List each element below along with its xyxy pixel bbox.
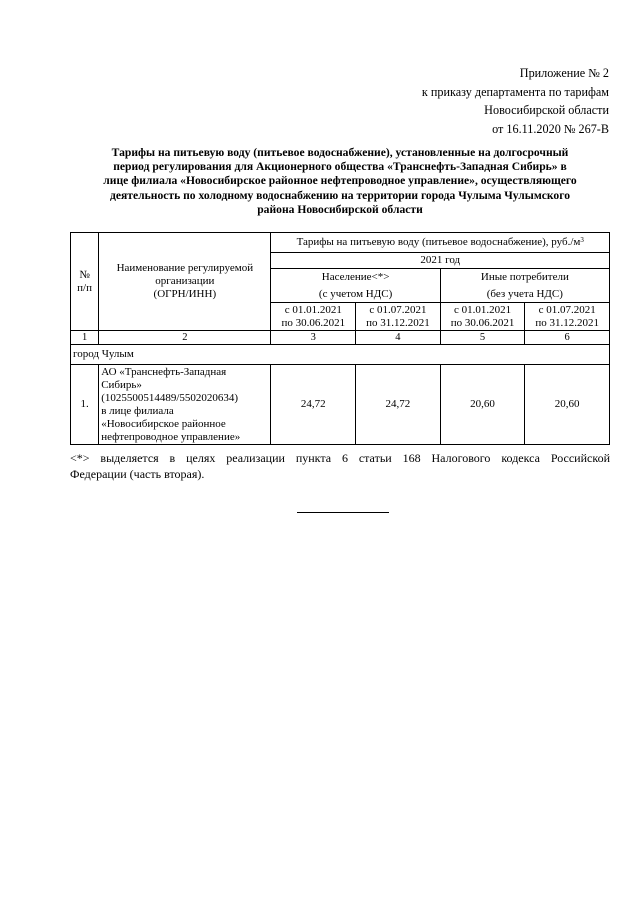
index-cell: 6 [525, 331, 610, 345]
index-cell: 3 [271, 331, 356, 345]
header-num-line: № [79, 268, 90, 281]
footnote [70, 451, 610, 482]
table-header-row [71, 233, 610, 253]
appendix-line: Новосибирской области [484, 103, 609, 118]
title-line: период регулирования для Акционерного общества «Транснефть-Западная Сибирь» в [113, 160, 567, 174]
appendix-line: к приказу департамента по тарифам [421, 84, 609, 99]
header-period [525, 303, 610, 331]
period-from: с 01.07.2021 [538, 303, 596, 316]
footnote-line: <*> выделяется в целях реализации пункта 6 статьи 168 Налогового кодекса Российской [70, 451, 610, 465]
period-to: по 31.12.2021 [366, 316, 430, 329]
period-to: по 30.06.2021 [450, 316, 515, 329]
table-index-row [71, 331, 610, 345]
index-cell: 1 [71, 331, 99, 345]
header-org-line: (ОГРН/ИНН) [153, 288, 217, 300]
document-title [70, 146, 610, 217]
header-period [271, 303, 356, 331]
header-org-line: Наименование регулируемой [116, 262, 254, 274]
city-name: город Чулым [71, 345, 610, 365]
header-num [71, 233, 99, 331]
table-city-row [71, 345, 610, 365]
closing-rule [297, 512, 389, 513]
footnote-line: Федерации (часть вторая). [70, 466, 205, 481]
period-from: с 01.01.2021 [284, 303, 342, 316]
header-tariff-group [271, 233, 610, 253]
header-tariff-group-text: Тарифы на питьевую воду (питьевое водоснабжение), руб./м [296, 236, 581, 248]
index-cell: 2 [99, 331, 271, 345]
header-tariff-unit-sup: 3 [580, 236, 584, 244]
org-line: Сибирь» [101, 378, 142, 391]
header-period [356, 303, 441, 331]
period-from: с 01.07.2021 [369, 303, 427, 316]
tariff-value: 24,72 [271, 365, 356, 445]
title-line: лице филиала «Новосибирское районное нефтепроводное управление», осуществляющего [103, 174, 577, 188]
table-row [71, 365, 610, 445]
header-org [99, 233, 271, 331]
header-other-consumers: Иные потребители [440, 269, 609, 287]
header-other-consumers-note: (без учета НДС) [440, 287, 609, 303]
header-org-line: организации [155, 275, 215, 287]
header-num-line: п/п [77, 281, 93, 294]
title-line: деятельность по холодному водоснабжению на территории города Чулыма Чулымского [110, 188, 570, 202]
row-number: 1. [71, 365, 99, 445]
org-line: в лице филиала [101, 404, 174, 417]
tariff-value: 20,60 [440, 365, 525, 445]
org-line: АО «Транснефть-Западная [101, 365, 227, 378]
row-organization [99, 365, 271, 445]
tariff-table [70, 232, 610, 445]
title-line: Тарифы на питьевую воду (питьевое водоснабжение), установленные на долгосрочный [111, 146, 569, 159]
title-line: района Новосибирской области [257, 202, 423, 216]
header-year: 2021 год [271, 253, 610, 269]
period-to: по 30.06.2021 [281, 316, 346, 329]
tariff-value: 24,72 [356, 365, 441, 445]
header-period [440, 303, 525, 331]
period-to: по 31.12.2021 [535, 316, 599, 329]
org-line: «Новосибирское районное [101, 417, 226, 430]
period-from: с 01.01.2021 [453, 303, 512, 316]
appendix-header [422, 64, 609, 138]
header-population-note: (с учетом НДС) [271, 287, 440, 303]
org-line: (1025500514489/5502020634) [101, 391, 239, 404]
tariff-value: 20,60 [525, 365, 610, 445]
appendix-line: Приложение № 2 [519, 66, 609, 80]
appendix-line: от 16.11.2020 № 267-В [492, 121, 609, 136]
header-population: Население<*> [271, 269, 440, 287]
org-line: нефтепроводное управление» [101, 430, 241, 443]
index-cell: 5 [440, 331, 525, 345]
index-cell: 4 [356, 331, 441, 345]
